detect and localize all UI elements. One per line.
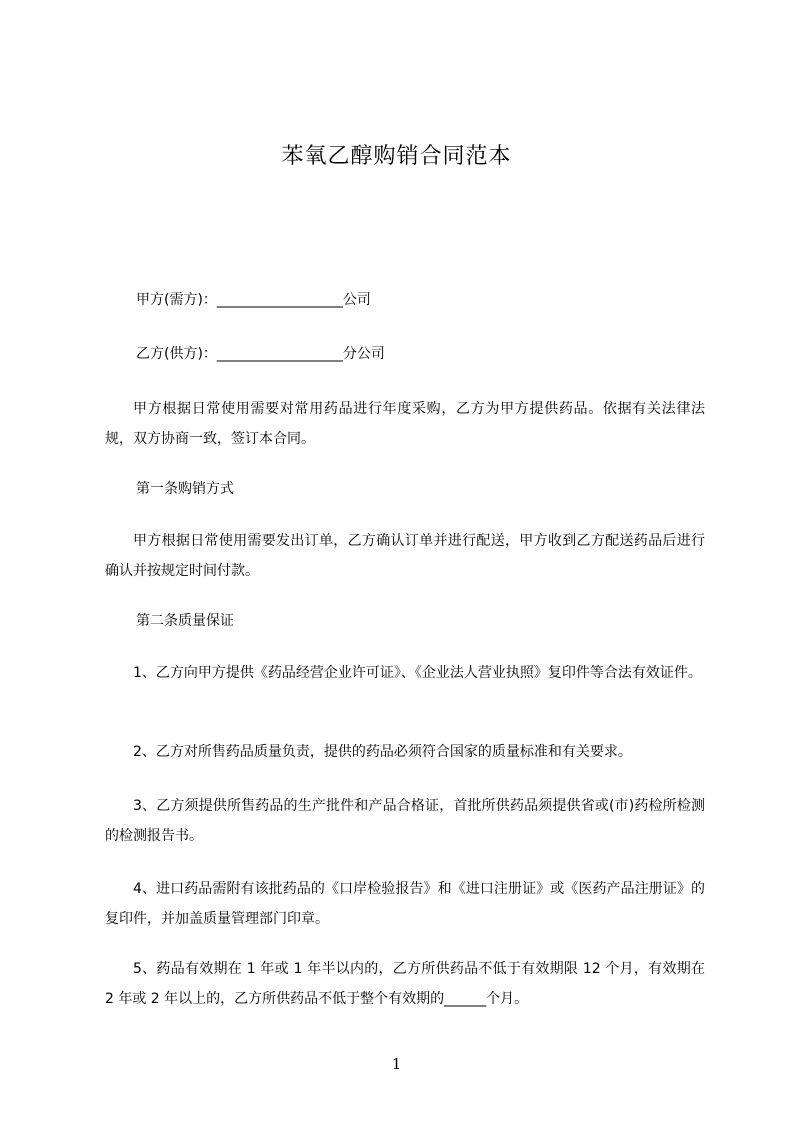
clause-1: 1、乙方向甲方提供《药品经营企业许可证》、《企业法人营业执照》复印件等合法有效证件。	[133, 665, 702, 681]
party-b-line: 乙方(供方)：__________________分公司	[136, 346, 385, 362]
party-a-line: 甲方(需方)：__________________公司	[136, 292, 371, 308]
clause-5: 5、药品有效期在 1 年或 1 年半以内的，乙方所供药品不低于有效期限 12 个月，有效期在 2 年或 2 年以上的，乙方所供药品不低于整个有效期的______个月。	[105, 961, 705, 1007]
clause-2: 2、乙方对所售药品质量负责，提供的药品必须符合国家的质量标准和有关要求。	[133, 744, 632, 760]
article-2-heading: 第二条质量保证	[136, 613, 234, 629]
page-number: 1	[391, 1055, 402, 1073]
article-1-body: 甲方根据日常使用需要发出订单，乙方确认订单并进行配送，甲方收到乙方配送药品后进行确认并按规定时间付款。	[105, 533, 705, 579]
clause-4: 4、进口药品需附有该批药品的《口岸检验报告》和《进口注册证》或《医药产品注册证》的复印件，并加盖质量管理部门印章。	[105, 881, 705, 927]
intro-paragraph: 甲方根据日常使用需要对常用药品进行年度采购，乙方为甲方提供药品。依据有关法律法规，双方协商一致，签订本合同。	[105, 401, 705, 447]
document-title: 苯氧乙醇购销合同范本	[281, 144, 512, 169]
article-1-heading: 第一条购销方式	[136, 481, 234, 497]
clause-3: 3、乙方须提供所售药品的生产批件和产品合格证，首批所供药品须提供省或(市)药检所检测的检测报告书。	[105, 798, 705, 844]
